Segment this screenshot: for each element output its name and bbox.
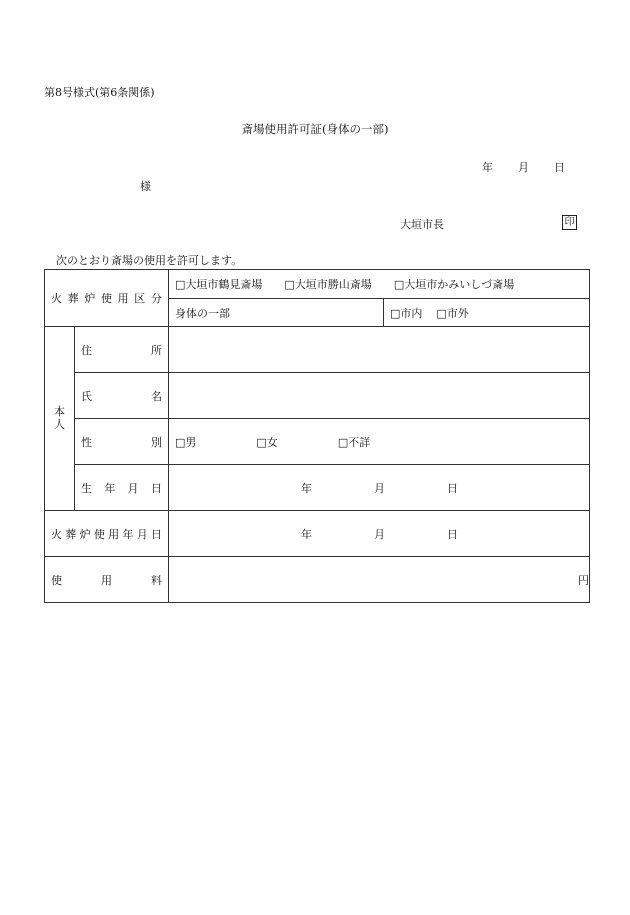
seal-mark [562, 215, 577, 230]
gender-checkbox-unknown[interactable] [338, 434, 370, 450]
gender-label [75, 419, 169, 465]
gender-option-label: 女 [266, 435, 278, 449]
checkbox-icon: □ [256, 435, 267, 449]
facility-checkbox-kamiishizu[interactable] [394, 276, 514, 292]
checkbox-icon: □ [175, 278, 186, 291]
label-char: 月 [136, 527, 148, 541]
category-label [45, 270, 169, 327]
label-char: 住 [81, 343, 92, 357]
label-char: 性 [81, 435, 92, 449]
facility-label: 大垣市勝山斎場 [294, 278, 372, 291]
label-char: 年 [104, 481, 116, 495]
fee-field[interactable] [169, 557, 590, 603]
name-row [45, 373, 590, 419]
facility-label: 大垣市かみいしづ斎場 [404, 278, 515, 291]
label-char: 日 [150, 527, 162, 541]
facility-checkbox-tsurumi[interactable] [175, 276, 262, 292]
residency-label: 市外 [446, 306, 469, 320]
checkbox-icon: □ [393, 278, 405, 291]
label-char: 本 [54, 405, 65, 419]
gender-row [45, 419, 590, 465]
label-char: 料 [151, 573, 162, 587]
label-char: 名 [151, 389, 162, 403]
label-char: 火 [51, 527, 62, 541]
address-field[interactable] [169, 327, 590, 373]
body-part-cell [169, 299, 384, 327]
facility-checkbox-katsuyama[interactable] [284, 276, 371, 292]
person-label [45, 327, 75, 511]
label-char: 区 [134, 292, 146, 305]
residency-checkbox-inside[interactable] [390, 305, 422, 321]
label-char: 月 [127, 481, 139, 495]
issue-date [482, 162, 565, 173]
birthdate-label [75, 465, 169, 511]
checkbox-icon: □ [436, 306, 447, 320]
issue-month: 月 [518, 161, 529, 174]
label-char: 所 [151, 343, 162, 357]
date-year: 年 [301, 481, 312, 495]
date-year: 年 [301, 527, 312, 541]
date-day: 日 [447, 527, 458, 541]
date-month: 月 [374, 481, 385, 495]
name-label [75, 373, 169, 419]
label-char: 分 [150, 292, 162, 305]
facility-options [169, 270, 590, 299]
issue-day: 日 [554, 161, 565, 174]
residency-label: 市内 [400, 306, 423, 320]
label-char: 別 [151, 435, 162, 449]
use-date-label [45, 511, 169, 557]
issue-year: 年 [482, 161, 493, 174]
date-day: 日 [447, 481, 458, 495]
use-date-field[interactable] [169, 511, 590, 557]
gender-checkbox-female[interactable] [256, 434, 277, 450]
fee-row [45, 557, 590, 603]
label-char: 日 [150, 481, 162, 495]
mayor-title: 大垣市長 [400, 218, 444, 231]
label-char: 用 [101, 573, 112, 587]
checkbox-icon: □ [337, 435, 349, 449]
fee-unit: 円 [578, 573, 589, 587]
gender-option-label: 男 [185, 435, 197, 449]
checkbox-icon: □ [390, 306, 401, 320]
label-char: 火 [51, 292, 62, 305]
label-char: 葬 [65, 527, 77, 541]
residency-checkbox-outside[interactable] [436, 305, 468, 321]
document-title: 斎場使用許可証(身体の一部) [241, 122, 389, 136]
label-char: 氏 [81, 389, 92, 403]
label-char: 用 [117, 292, 129, 305]
label-char: 用 [108, 527, 120, 541]
use-date-row [45, 511, 590, 557]
checkbox-icon: □ [284, 278, 295, 291]
address-label [75, 327, 169, 373]
label-char: 使 [51, 573, 62, 587]
form-number: 第8号様式(第6条関係) [44, 86, 155, 99]
gender-options [169, 419, 590, 465]
gender-option-label: 不詳 [348, 435, 371, 449]
birthdate-row [45, 465, 590, 511]
label-char: 炉 [84, 292, 96, 305]
address-row [45, 327, 590, 373]
body-part-text: 身体の一部 [175, 306, 230, 320]
label-char: 人 [54, 417, 65, 431]
fee-label [45, 557, 169, 603]
category-row-1 [45, 270, 590, 299]
birthdate-field[interactable] [169, 465, 590, 511]
label-char: 生 [81, 481, 92, 495]
name-field[interactable] [169, 373, 590, 419]
gender-checkbox-male[interactable] [175, 434, 196, 450]
label-char: 使 [100, 292, 112, 305]
label-char: 使 [93, 527, 105, 541]
addressee-suffix: 様 [140, 180, 151, 193]
seal-text: 印 [564, 216, 575, 228]
residency-options [384, 299, 590, 327]
date-month: 月 [374, 527, 385, 541]
checkbox-icon: □ [175, 435, 186, 449]
label-char: 炉 [79, 527, 91, 541]
permit-table [44, 269, 590, 603]
intro-text: 次のとおり斎場の使用を許可します。 [56, 254, 243, 267]
label-char: 年 [122, 527, 134, 541]
label-char: 葬 [67, 292, 79, 305]
facility-label: 大垣市鶴見斎場 [185, 278, 263, 291]
